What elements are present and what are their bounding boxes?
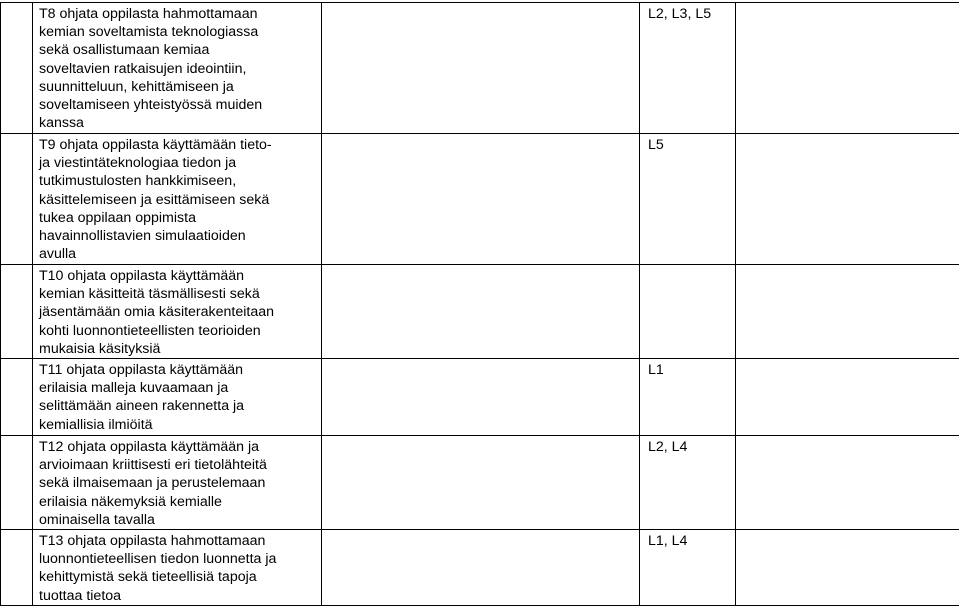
areas-text: L5 — [640, 134, 735, 154]
objective-cell — [33, 530, 322, 606]
blank-cell — [322, 359, 640, 436]
areas-text — [640, 265, 735, 267]
areas-text: L1 — [640, 359, 735, 379]
areas-cell — [640, 359, 736, 436]
areas-cell — [640, 265, 736, 359]
blank-cell — [1, 3, 33, 134]
blank-cell — [1, 359, 33, 436]
table-row — [1, 3, 959, 134]
areas-cell — [640, 134, 736, 265]
blank-cell — [322, 530, 640, 606]
objective-text: T8 ohjata oppilasta hahmottamaan kemian soveltamista teknologiassa sekä osallistumaan kemiaa soveltavien ratkaisujen ideointiin, suunnitteluun, kehittämiseen ja soveltamiseen yhteistyössä muiden kanssa — [33, 3, 321, 132]
objective-cell — [33, 436, 322, 530]
objective-text: T12 ohjata oppilasta käyttämään ja arvioimaan kriittisesti eri tietolähteitä sekä ilmaisemaan ja perustelemaan erilaisia näkemyksiä kemialle ominaisella tavalla — [33, 436, 321, 529]
table-row — [1, 359, 959, 436]
areas-text: L2, L3, L5 — [640, 3, 735, 23]
table-row — [1, 436, 959, 530]
blank-cell — [736, 265, 959, 359]
blank-cell — [1, 530, 33, 606]
objective-text: T9 ohjata oppilasta käyttämään tieto- ja viestintäteknologiaa tiedon ja tutkimustulosten hankkimiseen, käsittelemiseen ja esittämiseen sekä tukea oppilaan oppimista havainnollistavien simulaatioiden avulla — [33, 134, 321, 263]
objective-cell — [33, 3, 322, 134]
blank-cell — [1, 436, 33, 530]
blank-cell — [322, 436, 640, 530]
areas-cell — [640, 436, 736, 530]
blank-cell — [736, 134, 959, 265]
blank-cell — [736, 3, 959, 134]
objective-cell — [33, 265, 322, 359]
blank-cell — [736, 436, 959, 530]
objective-text: T11 ohjata oppilasta käyttämään erilaisia malleja kuvaamaan ja selittämään aineen rakennetta ja kemiallisia ilmiöitä — [33, 359, 321, 434]
blank-cell — [736, 530, 959, 606]
table-row — [1, 134, 959, 265]
blank-cell — [736, 359, 959, 436]
objectives-table — [0, 2, 959, 606]
objective-cell — [33, 134, 322, 265]
blank-cell — [322, 3, 640, 134]
objective-text: T13 ohjata oppilasta hahmottamaan luonnontieteellisen tiedon luonnetta ja kehittymistä sekä tieteellisiä tapoja tuottaa tietoa — [33, 530, 321, 605]
areas-text: L2, L4 — [640, 436, 735, 456]
blank-cell — [1, 265, 33, 359]
blank-cell — [322, 134, 640, 265]
objective-cell — [33, 359, 322, 436]
table-row — [1, 265, 959, 359]
blank-cell — [322, 265, 640, 359]
objective-text: T10 ohjata oppilasta käyttämään kemian käsitteitä täsmällisesti sekä jäsentämään omia käsiterakenteitaan kohti luonnontieteellisten teorioiden mukaisia käsityksiä — [33, 265, 321, 358]
areas-text: L1, L4 — [640, 530, 735, 550]
blank-cell — [1, 134, 33, 265]
areas-cell — [640, 3, 736, 134]
areas-cell — [640, 530, 736, 606]
table-row — [1, 530, 959, 606]
